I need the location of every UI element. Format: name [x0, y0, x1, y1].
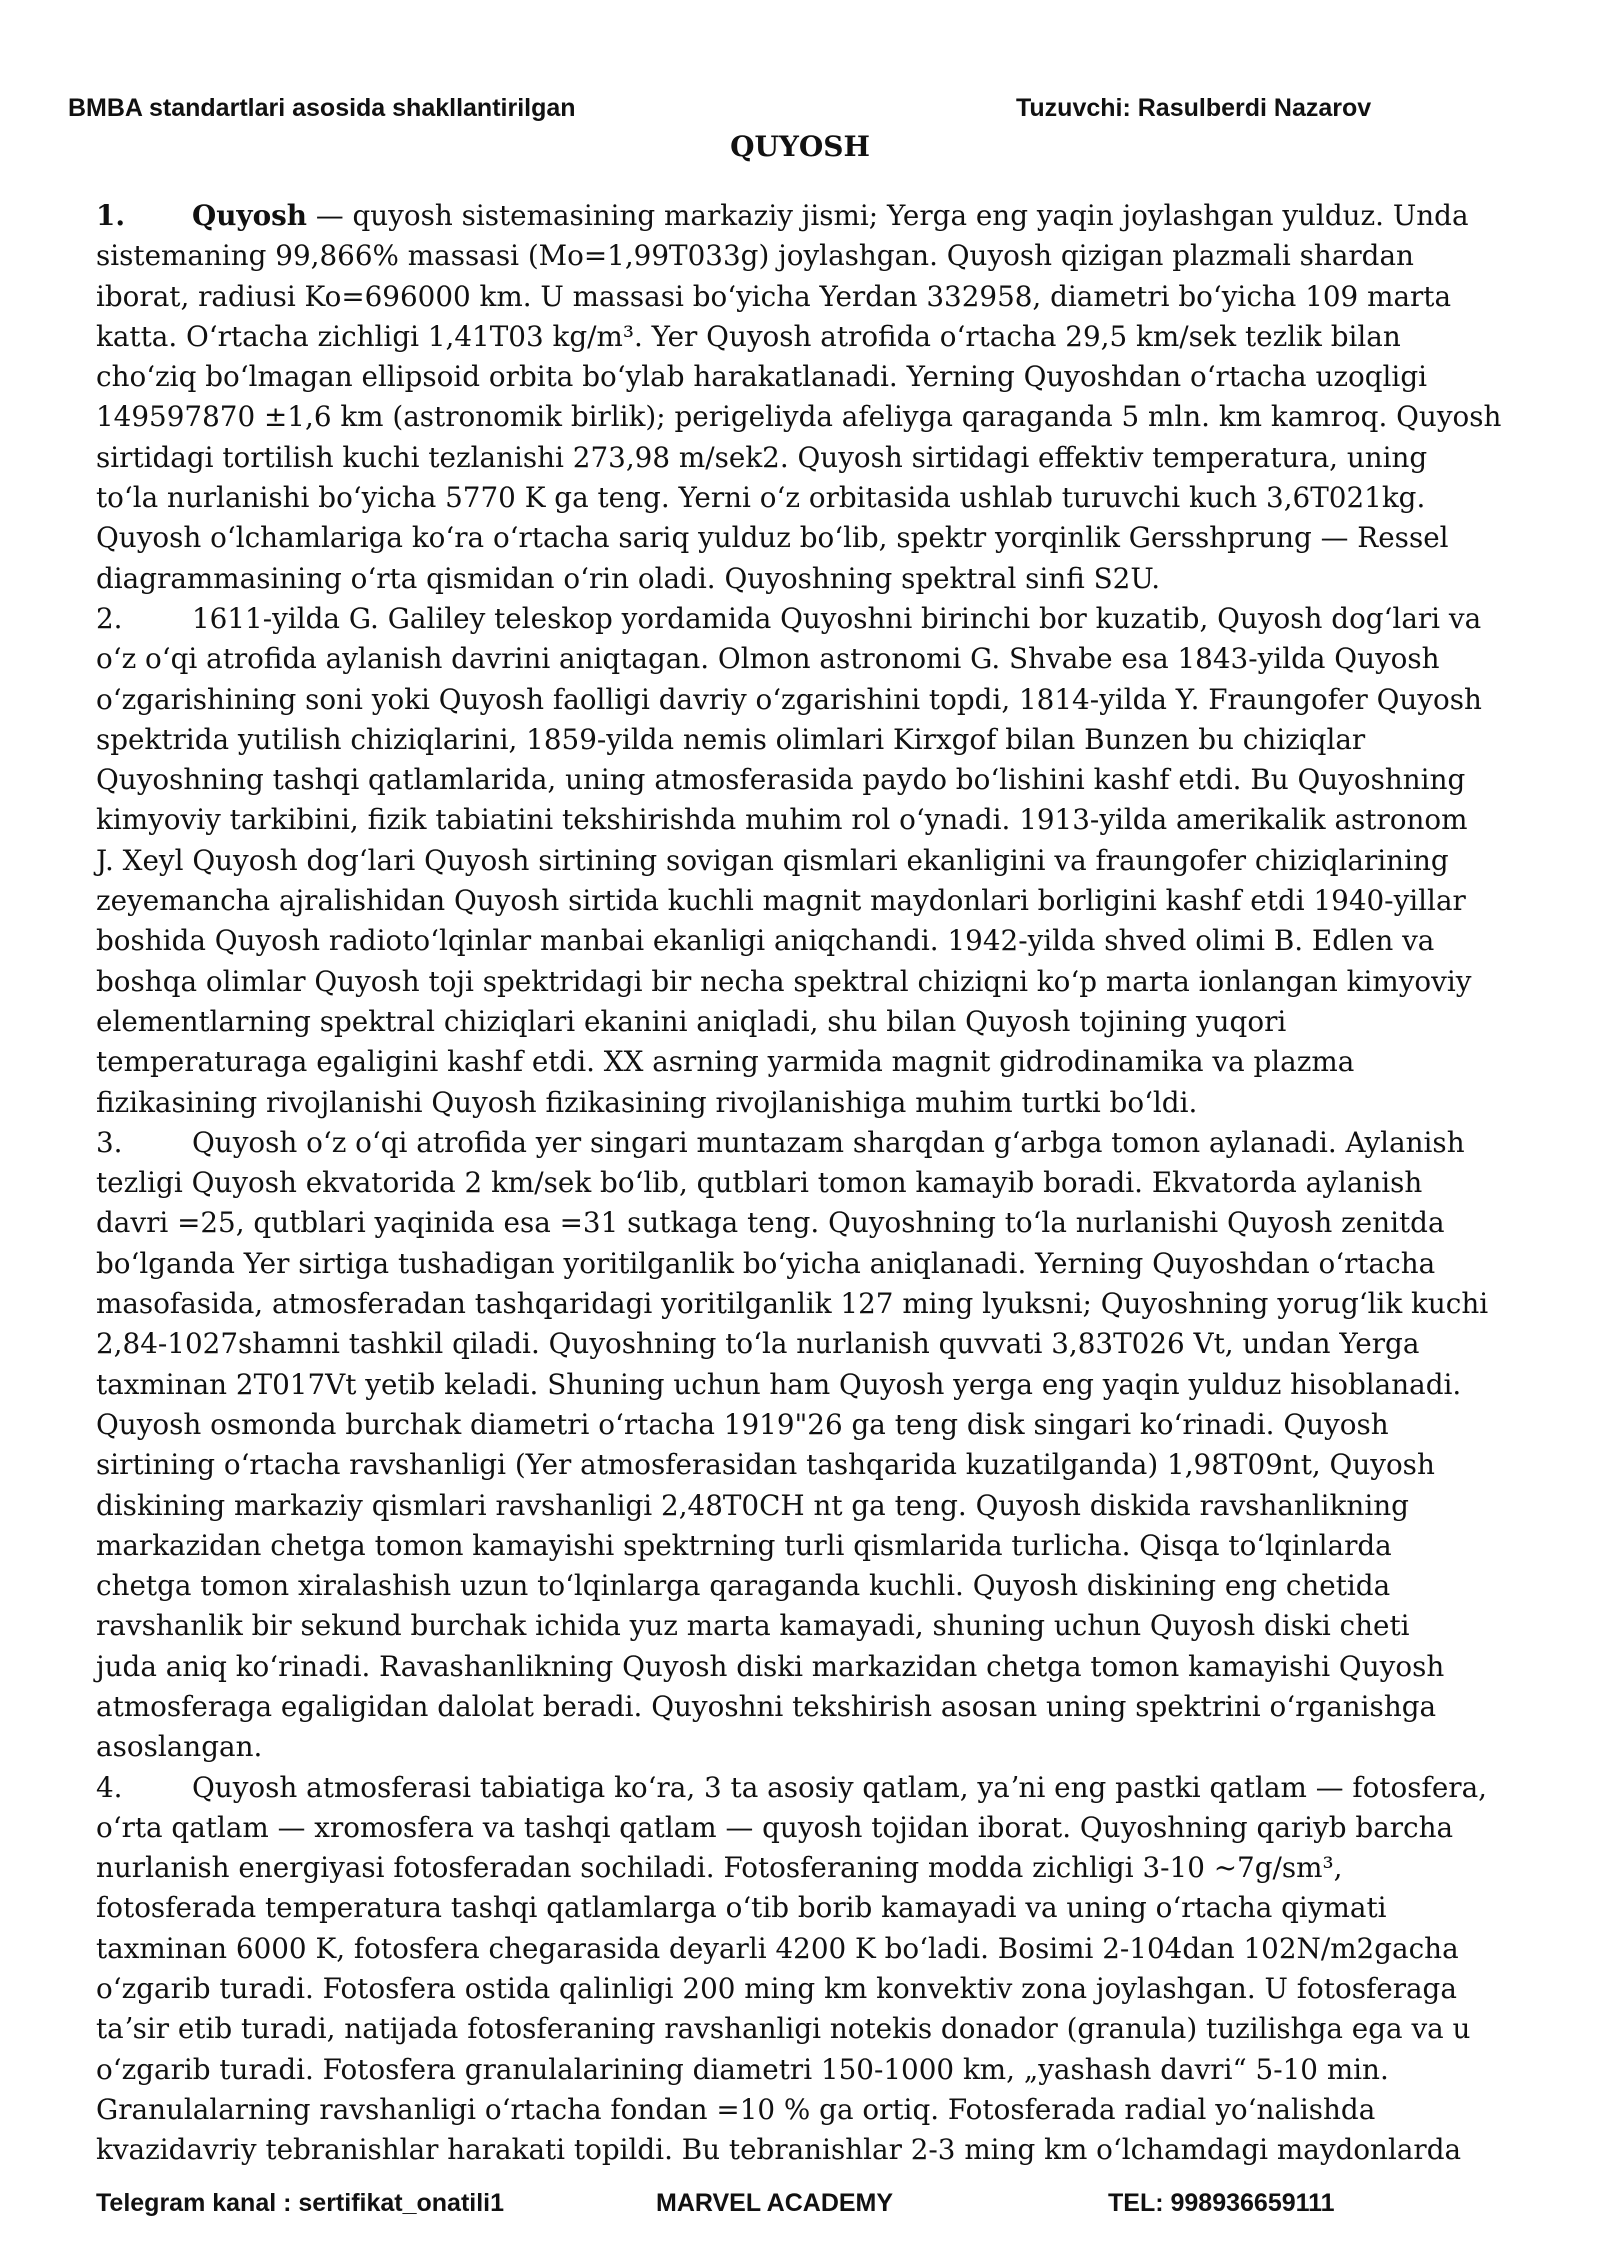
line-text: ravshanlik bir sekund burchak ichida yuz marta kamayadi, shuning uchun Quyosh diski cheti — [96, 1609, 1410, 1643]
paragraph-line — [96, 1486, 1516, 1526]
paragraph-line — [96, 841, 1516, 881]
line-text: Granulalarning ravshanligi oʻrtacha fondan =10 % ga ortiq. Fotosferada radial yoʻnalishda — [96, 2092, 1376, 2126]
paragraph-line — [96, 1284, 1516, 1324]
paragraph-number: 1. — [96, 199, 126, 232]
paragraph-line — [96, 1848, 1516, 1888]
paragraph-line — [96, 317, 1516, 357]
line-text: fotosferada temperatura tashqi qatlamlarga oʻtib borib kamayadi va uning oʻrtacha qiymati — [96, 1891, 1387, 1925]
line-text: 1611-yilda G. Galiley teleskop yordamida Quyoshni birinchi bor kuzatib, Quyosh dogʻlari va — [192, 601, 1482, 635]
paragraph-line — [96, 478, 1516, 518]
footer-academy-text: MARVEL ACADEMY — [656, 2189, 894, 2217]
line-text: zeyemancha ajralishidan Quyosh sirtida kuchli magnit maydonlari borligini kashf etdi 1940-yillar — [96, 884, 1466, 918]
paragraph-line — [96, 921, 1516, 961]
paragraph-4 — [96, 1768, 1516, 2171]
paragraph-line — [96, 1647, 1516, 1687]
line-text: fizikasining rivojlanishi Quyosh fizikasining rivojlanishiga muhim turtki boʻldi. — [96, 1085, 1198, 1119]
line-text: oʻrta qatlam — xromosfera va tashqi qatlam — quyosh tojidan iborat. Quyoshning qariyb barcha — [96, 1810, 1454, 1844]
line-text: oʻzgarishining soni yoki Quyosh faolligi davriy oʻzgarishini topdi, 1814-yilda Y. Fraungofer Quyosh — [96, 682, 1482, 716]
line-text: masofasida, atmosferadan tashqaridagi yoritilganlik 127 ming lyuksni; Quyoshning yorugʻlik kuchi — [96, 1287, 1489, 1321]
paragraph-line — [96, 1445, 1516, 1485]
paragraph-line — [96, 277, 1516, 317]
paragraph-line — [96, 800, 1516, 840]
paragraph-line — [96, 1566, 1516, 1606]
paragraph-number: 4. — [96, 1770, 123, 1804]
paragraph-line — [96, 2090, 1516, 2130]
line-text: oʻzgarib turadi. Fotosfera ostida qalinligi 200 ming km konvektiv zona joylashgan. U fotosferaga — [96, 1972, 1457, 2006]
paragraph-line — [96, 1687, 1516, 1727]
line-text: tezligi Quyosh ekvatorida 2 km/sek boʻlib, qutblari tomon kamayib boradi. Ekvatorda aylanish — [96, 1166, 1423, 1200]
header-left-text: BMBA standartlari asosida shakllantirilgan — [68, 94, 576, 122]
paragraph-line — [96, 1929, 1516, 1969]
line-text: taxminan 6000 K, fotosfera chegarasida deyarli 4200 K boʻladi. Bosimi 2-104dan 102N/m2gacha — [96, 1931, 1459, 1965]
line-text: markazidan chetga tomon kamayishi spektrning turli qismlarida turlicha. Qisqa toʻlqinlarda — [96, 1528, 1392, 1562]
line-text: asoslangan. — [96, 1730, 263, 1764]
paragraph-line — [96, 962, 1516, 1002]
paragraph-line — [96, 1768, 1516, 1808]
line-text: sirtidagi tortilish kuchi tezlanishi 273,98 m/sek2. Quyosh sirtidagi effektiv temperatura, uning — [96, 440, 1428, 474]
line-text: choʻziq boʻlmagan ellipsoid orbita boʻylab harakatlanadi. Yerning Quyoshdan oʻrtacha uzoqligi — [96, 360, 1428, 394]
line-text: — quyosh sistemasining markaziy jismi; Yerga eng yaqin joylashgan yulduz. Unda — [306, 199, 1469, 232]
line-text: atmosferaga egaligidan dalolat beradi. Quyoshni tekshirish asosan uning spektrini oʻrganishga — [96, 1689, 1437, 1723]
line-text: oʻz oʻqi atrofida aylanish davrini aniqtagan. Olmon astronomi G. Shvabe esa 1843-yilda Quyosh — [96, 642, 1440, 676]
paragraph-line — [96, 1888, 1516, 1928]
paragraph-line — [96, 599, 1516, 639]
line-text: elementlarning spektral chiziqlari ekanini aniqladi, shu bilan Quyosh tojining yuqori — [96, 1004, 1287, 1038]
paragraph-line — [96, 720, 1516, 760]
paragraph-line — [96, 518, 1516, 558]
paragraph-line — [96, 2009, 1516, 2049]
paragraph-line — [96, 236, 1516, 276]
line-text: davri =25, qutblari yaqinida esa =31 sutkaga teng. Quyoshning toʻla nurlanishi Quyosh zenitda — [96, 1206, 1445, 1240]
line-text: Quyosh atmosferasi tabiatiga koʻra, 3 ta asosiy qatlam, yaʼni eng pastki qatlam — fotosfera, — [192, 1770, 1487, 1804]
paragraph-line — [96, 1606, 1516, 1646]
paragraph-line — [96, 1405, 1516, 1445]
paragraph-line — [96, 559, 1516, 599]
paragraph-line — [96, 397, 1516, 437]
line-text: toʻla nurlanishi boʻyicha 5770 K ga teng. Yerni oʻz orbitasida ushlab turuvchi kuch 3,6T021kg. — [96, 481, 1426, 515]
paragraph-line — [96, 639, 1516, 679]
paragraph-line — [96, 1083, 1516, 1123]
paragraph-2 — [96, 599, 1516, 1123]
paragraph-line — [96, 196, 1516, 236]
line-text: boʻlganda Yer sirtiga tushadigan yoritilganlik boʻyicha aniqlanadi. Yerning Quyoshdan oʻrtacha — [96, 1246, 1436, 1280]
line-text: Quyoshning tashqi qatlamlarida, uning atmosferasida paydo boʻlishini kashf etdi. Bu Quyoshning — [96, 763, 1466, 797]
line-text: boshqa olimlar Quyosh toji spektridagi bir necha spektral chiziqni koʻp marta ionlangan kimyoviy — [96, 964, 1472, 998]
paragraph-line — [96, 760, 1516, 800]
paragraph-line — [96, 2130, 1516, 2170]
line-text: Quyosh osmonda burchak diametri oʻrtacha 1919"26 ga teng disk singari koʻrinadi. Quyosh — [96, 1407, 1389, 1441]
paragraph-1 — [96, 196, 1516, 599]
paragraph-lead-term: Quyosh — [192, 199, 307, 232]
paragraph-line — [96, 357, 1516, 397]
line-text: temperaturaga egaligini kashf etdi. XX asrning yarmida magnit gidrodinamika va plazma — [96, 1045, 1355, 1079]
line-text: sistemaning 99,866% massasi (Mo=1,99T033g) joylashgan. Quyosh qizigan plazmali shardan — [96, 239, 1414, 273]
footer-phone-text: TEL: 998936659111 — [1108, 2189, 1335, 2217]
paragraph-line — [96, 1163, 1516, 1203]
paragraph-line — [96, 1123, 1516, 1163]
line-text: boshida Quyosh radiotoʻlqinlar manbai ekanligi aniqchandi. 1942-yilda shved olimi B. Edlen va — [96, 924, 1435, 958]
paragraph-line — [96, 680, 1516, 720]
paragraph-3 — [96, 1123, 1516, 1768]
paragraph-line — [96, 1727, 1516, 1767]
page-title: QUYOSH — [730, 130, 870, 163]
paragraph-line — [96, 1244, 1516, 1284]
line-text: Quyosh oʻz oʻqi atrofida yer singari muntazam sharqdan gʻarbga tomon aylanadi. Aylanish — [192, 1125, 1465, 1159]
line-text: oʻzgarib turadi. Fotosfera granulalarining diametri 150-1000 km, „yashash davri“ 5-10 min. — [96, 2052, 1389, 2086]
paragraph-line — [96, 1002, 1516, 1042]
line-text: iborat, radiusi Ko=696000 km. U massasi boʻyicha Yerdan 332958, diametri boʻyicha 109 marta — [96, 279, 1452, 313]
line-text: spektrida yutilish chiziqlarini, 1859-yilda nemis olimlari Kirxgof bilan Bunzen bu chiziqlar — [96, 722, 1366, 756]
line-text: kimyoviy tarkibini, fizik tabiatini tekshirishda muhim rol oʻynadi. 1913-yilda amerikalik astronom — [96, 803, 1468, 837]
line-text: juda aniq koʻrinadi. Ravashanlikning Quyosh diski markazidan chetga tomon kamayishi Quyosh — [96, 1649, 1445, 1683]
line-text: katta. Oʻrtacha zichligi 1,41T03 kg/m³. Yer Quyosh atrofida oʻrtacha 29,5 km/sek tezlik bilan — [96, 319, 1401, 353]
paragraph-line — [96, 1365, 1516, 1405]
paragraph-line — [96, 2050, 1516, 2090]
header-author-text: Tuzuvchi: Rasulberdi Nazarov — [1016, 94, 1372, 122]
paragraph-line — [96, 1526, 1516, 1566]
line-text: taxminan 2T017Vt yetib keladi. Shuning uchun ham Quyosh yerga eng yaqin yulduz hisoblanadi. — [96, 1367, 1462, 1401]
line-text: kvazidavriy tebranishlar harakati topildi. Bu tebranishlar 2-3 ming km oʻlchamdagi maydonlarda — [96, 2133, 1462, 2167]
line-text: diskining markaziy qismlari ravshanligi 2,48T0CH nt ga teng. Quyosh diskida ravshanlikning — [96, 1488, 1409, 1522]
paragraph-line — [96, 1203, 1516, 1243]
paragraph-line — [96, 438, 1516, 478]
line-text: 2,84-1027shamni tashkil qiladi. Quyoshning toʻla nurlanish quvvati 3,83T026 Vt, undan Yerga — [96, 1327, 1420, 1361]
paragraph-line — [96, 1969, 1516, 2009]
paragraph-line — [96, 881, 1516, 921]
line-text: diagrammasining oʻrta qismidan oʻrin oladi. Quyoshning spektral sinfi S2U. — [96, 561, 1161, 595]
line-text: Quyosh oʻlchamlariga koʻra oʻrtacha sariq yulduz boʻlib, spektr yorqinlik Gersshprung — Ressel — [96, 521, 1449, 555]
paragraph-line — [96, 1324, 1516, 1364]
paragraph-line — [96, 1042, 1516, 1082]
line-text: 149597870 ±1,6 km (astronomik birlik); perigeliyda afeliyga qaraganda 5 mln. km kamroq. Quyosh — [96, 400, 1502, 434]
line-text: sirtining oʻrtacha ravshanligi (Yer atmosferasidan tashqarida kuzatilganda) 1,98T09nt, Quyosh — [96, 1448, 1435, 1482]
paragraph-number: 2. — [96, 601, 123, 635]
paragraph-number: 3. — [96, 1125, 123, 1159]
paragraph-line — [96, 1808, 1516, 1848]
line-text: taʼsir etib turadi, natijada fotosferaning ravshanligi notekis donador (granula) tuzilishga ega va u — [96, 2012, 1471, 2046]
line-text: chetga tomon xiralashish uzun toʻlqinlarga qaraganda kuchli. Quyosh diskining eng chetida — [96, 1569, 1391, 1603]
line-text: nurlanish energiyasi fotosferadan sochiladi. Fotosferaning modda zichligi 3-10 ~7g/sm³, — [96, 1851, 1343, 1885]
line-text: J. Xeyl Quyosh dogʻlari Quyosh sirtining sovigan qismlari ekanligini va fraungofer chiziqlarining — [96, 843, 1449, 877]
document-body — [96, 196, 1516, 2171]
footer-telegram-text: Telegram kanal : sertifikat_onatili1 — [96, 2189, 505, 2217]
